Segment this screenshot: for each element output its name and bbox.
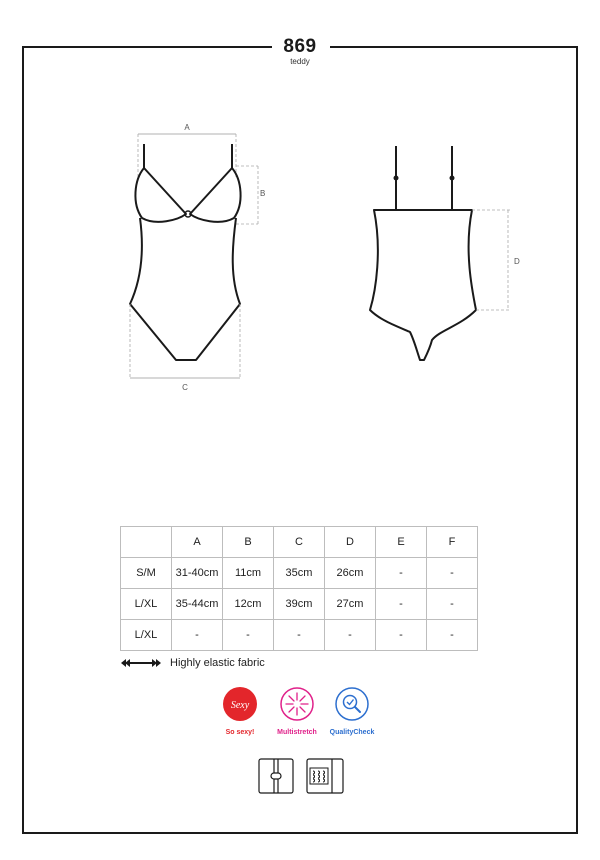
table-cell: 11cm xyxy=(223,558,274,589)
table-cell: - xyxy=(172,620,223,651)
dimension-b-label: B xyxy=(260,189,266,198)
table-row xyxy=(121,620,478,651)
sexy-icon-text: Sexy xyxy=(230,700,250,711)
table-cell: L/XL xyxy=(121,589,172,620)
fabric-note-text: Highly elastic fabric xyxy=(170,657,265,669)
hook-closure-icon xyxy=(258,758,294,794)
table-row xyxy=(121,558,478,589)
table-cell: 35cm xyxy=(274,558,325,589)
elastic-arrow-icon xyxy=(120,658,162,668)
dimension-d-label: D xyxy=(514,257,520,266)
dimension-c-label: C xyxy=(182,383,188,392)
back-strap-slider-left xyxy=(394,176,399,181)
front-body-outline xyxy=(130,144,241,360)
back-body-outline xyxy=(370,146,476,360)
table-header-cell: D xyxy=(325,527,376,558)
table-cell: S/M xyxy=(121,558,172,589)
table-cell: - xyxy=(427,620,478,651)
back-strap-slider-right xyxy=(450,176,455,181)
table-cell: 12cm xyxy=(223,589,274,620)
table-cell: 26cm xyxy=(325,558,376,589)
table-cell: - xyxy=(427,589,478,620)
frame-right xyxy=(576,46,578,834)
table-cell: 35-44cm xyxy=(172,589,223,620)
table-cell: - xyxy=(223,620,274,651)
dimension-a-label: A xyxy=(184,123,190,132)
table-cell: - xyxy=(325,620,376,651)
badge-label: Multistretch xyxy=(277,729,317,736)
badge-quality-check xyxy=(317,686,387,736)
badge-label: So sexy! xyxy=(225,729,255,736)
sexy-icon xyxy=(222,686,258,722)
table-header-cell: E xyxy=(376,527,427,558)
quality-check-icon xyxy=(334,686,370,722)
table-header-cell: C xyxy=(274,527,325,558)
table-cell: - xyxy=(376,589,427,620)
badge-label: QualityCheck xyxy=(329,729,375,736)
table-header-cell: F xyxy=(427,527,478,558)
frame-bottom xyxy=(22,832,578,834)
table-row xyxy=(121,589,478,620)
table-cell: - xyxy=(427,558,478,589)
table-header-row xyxy=(121,527,478,558)
product-type: teddy xyxy=(290,57,310,66)
table-cell: - xyxy=(274,620,325,651)
table-header-cell: B xyxy=(223,527,274,558)
table-cell: - xyxy=(376,558,427,589)
dimension-b-text xyxy=(258,186,272,200)
table-cell: 31-40cm xyxy=(172,558,223,589)
multistretch-icon xyxy=(279,686,315,722)
table-cell: 27cm xyxy=(325,589,376,620)
table-cell: 39cm xyxy=(274,589,325,620)
front-view-drawing xyxy=(120,118,260,398)
back-view-drawing xyxy=(360,140,530,370)
frame-left xyxy=(22,46,24,834)
table-cell: - xyxy=(376,620,427,651)
product-number: 869 xyxy=(283,36,317,57)
table-cell: L/XL xyxy=(121,620,172,651)
table-header-cell: A xyxy=(172,527,223,558)
fabric-note xyxy=(120,657,265,669)
size-table xyxy=(120,526,478,651)
hook-eye-closure-icon xyxy=(306,758,344,794)
table-header-cell xyxy=(121,527,172,558)
